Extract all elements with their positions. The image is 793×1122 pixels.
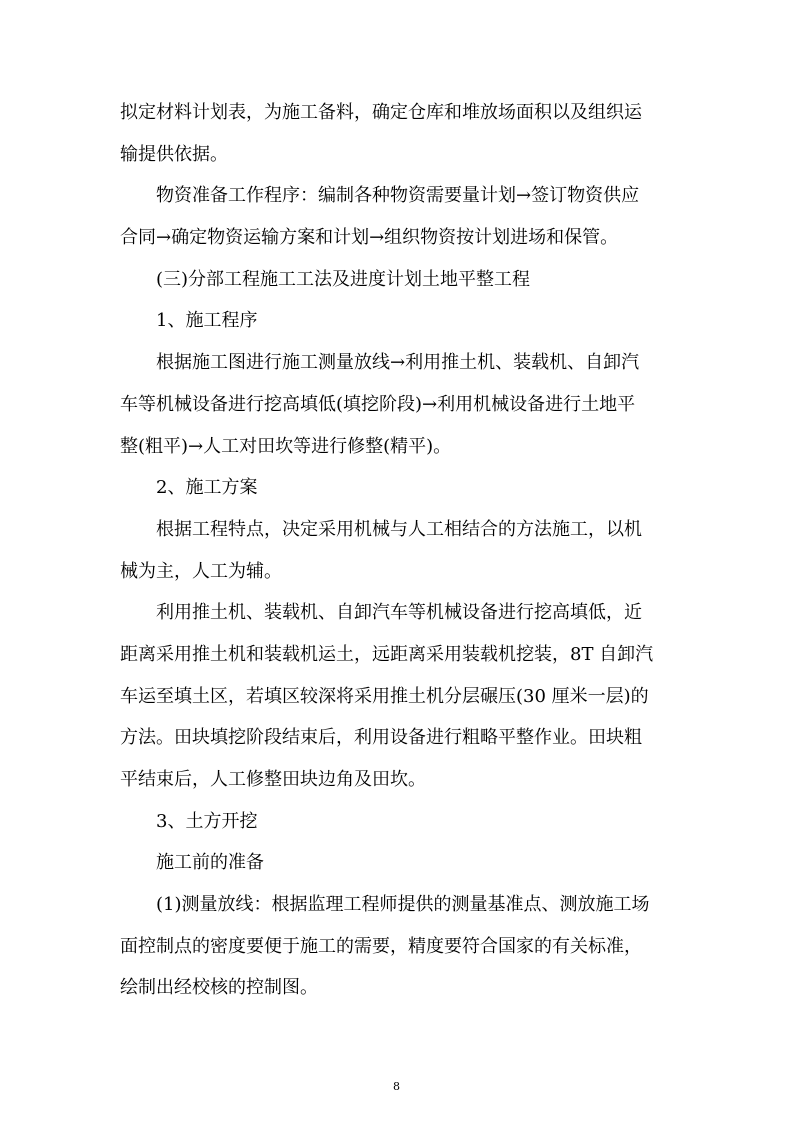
paragraph-line: 根据施工图进行施工测量放线→利用推土机、装载机、自卸汽 — [156, 352, 640, 374]
paragraph-line: 械为主，人工为辅。 — [120, 560, 282, 582]
paragraph-line: 利用推土机、装载机、自卸汽车等机械设备进行挖高填低，近 — [156, 602, 642, 624]
paragraph-line: 物资准备工作程序：编制各种物资需要量计划→签订物资供应 — [156, 185, 640, 207]
paragraph-line: 根据工程特点，决定采用机械与人工相结合的方法施工，以机 — [156, 518, 642, 540]
subsection-heading: 3、土方开挖 — [156, 810, 258, 832]
subsection-heading: 2、施工方案 — [156, 477, 258, 499]
paragraph-line: 车等机械设备进行挖高填低(填挖阶段)→利用机械设备进行土地平 — [120, 393, 636, 415]
section-heading: (三)分部工程施工工法及进度计划土地平整工程 — [156, 268, 531, 290]
paragraph-line: 车运至填土区，若填区较深将采用推土机分层碾压(30 厘米一层)的 — [120, 685, 649, 707]
paragraph-line: 拟定材料计划表，为施工备料，确定仓库和堆放场面积以及组织运 — [120, 102, 642, 123]
paragraph-line: 距离采用推土机和装载机运土，远距离采用装载机挖装，8T 自卸汽 — [120, 643, 654, 665]
paragraph-line: 施工前的准备 — [156, 852, 264, 874]
document-body — [120, 92, 675, 1009]
paragraph-line: 合同→确定物资运输方案和计划→组织物资按计划进场和保管。 — [120, 227, 619, 249]
paragraph-line: 绘制出经校核的控制图。 — [120, 977, 318, 999]
paragraph-line: 输提供依据。 — [120, 143, 228, 165]
paragraph-line: 方法。田块填挖阶段结束后，利用设备进行粗略平整作业。田块粗 — [120, 727, 642, 749]
subsection-heading: 1、施工程序 — [156, 310, 258, 332]
paragraph-line: (1)测量放线：根据监理工程师提供的测量基准点、测放施工场 — [156, 894, 650, 916]
page-number: 8 — [393, 1080, 400, 1093]
paragraph-line: 面控制点的密度要便于施工的需要，精度要符合国家的有关标准， — [120, 935, 642, 957]
paragraph-line: 整(粗平)→人工对田坎等进行修整(精平)。 — [120, 435, 452, 457]
paragraph-line: 平结束后，人工修整田块边角及田坎。 — [120, 769, 426, 790]
